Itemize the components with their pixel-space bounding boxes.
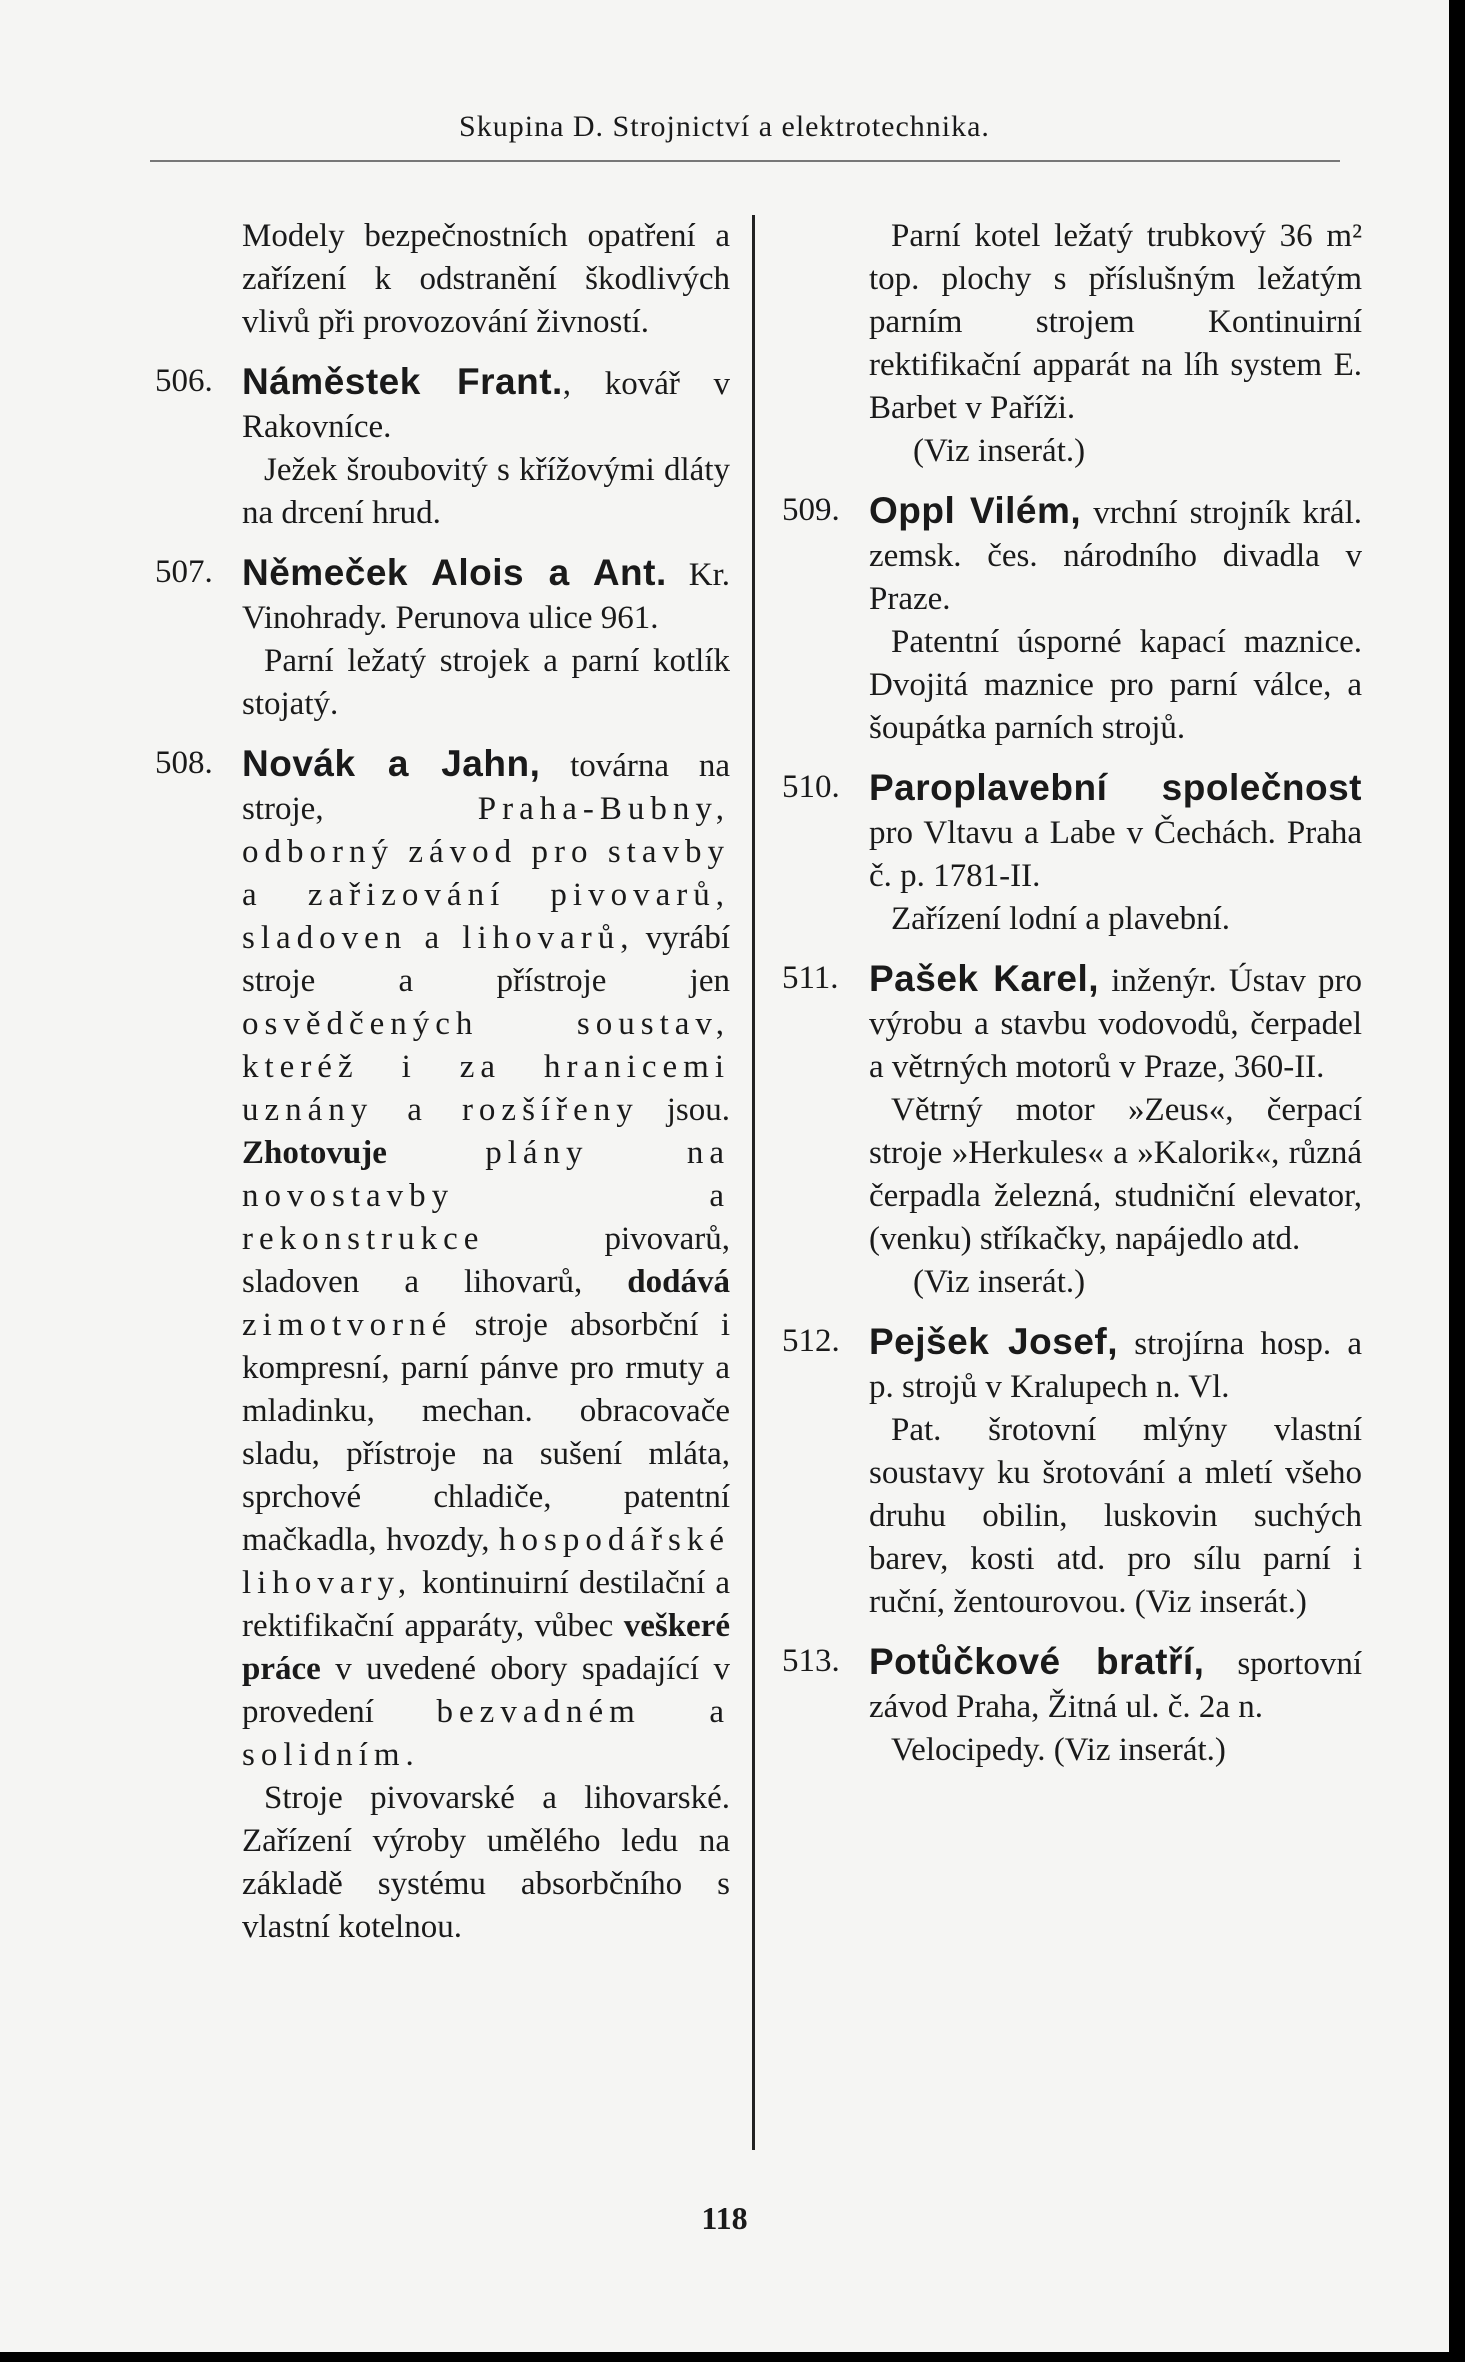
exhibitor-name: Potůčkové bratří, [869,1641,1205,1682]
entry-number: 506. [155,363,213,399]
entry-description: Větrný motor »Zeus«, čerpací stroje »Herkules« a »Kalorik«, různá čerpadla železná, studniční elevator, (venku) stříkačky, napájedlo atd. [869,1092,1362,1257]
entry-507 [155,551,730,726]
exhibitor-name: Němeček Alois a Ant. [242,552,667,593]
entry-description: Velocipedy. (Viz inserát.) [891,1732,1226,1768]
exhibitor-name: Náměstek Frant. [242,361,563,402]
exhibitor-details: strojírna hosp. a p. strojů v Kralupech n. Vl. [869,1326,1362,1405]
exhibitor-details: sportovní závod Praha, Žitná ul. č. 2a n. [869,1646,1362,1725]
column-divider [752,215,755,2150]
entry-508 [155,742,730,1949]
entry-511 [782,957,1362,1304]
entry-508-body: Novák a Jahn, továrna na stroje, Praha-Bubny, odborný závod pro stavby a zařizování pivovarů, sladoven a lihovarů, vyrábí stroje a přístroje jen osvědčených soustav, kteréž i za hranicemi uznány a rozšířeny jsou. Zhotovuje plány na novostavby a rekonstrukce pivovarů, sladoven a lihovarů, dodává zimotvorné stroje absorbční i kompresní, parní pánve pro rmuty a mladinku, mechan. obracovače sladu, přístroje na sušení mláta, sprchové chladiče, patentní mačkadla, hvozdy, hospodářské lihovary, kontinuirní destilační a rektifikační apparáty, vůbec veškeré práce v uvedené obory spadající v provedení bezvadném a solidním. [242,743,731,1773]
entry-number: 511. [782,960,839,996]
entry-number: 509. [782,492,840,528]
entry-number: 512. [782,1323,840,1359]
right-column [782,215,1362,1788]
entry-506 [155,360,730,535]
entry-513 [782,1640,1362,1772]
exhibitor-name: Oppl Vilém, [869,490,1082,531]
entry-description: Parní ležatý strojek a parní kotlík stojatý. [242,643,730,722]
entry-description: Parní kotel ležatý trubkový 36 m² top. plochy s příslušným ležatým parním strojem Kontinuirní rektifikační apparát na líh system E. Barbet v Paříži. [869,218,1362,426]
entry-number: 513. [782,1643,840,1679]
running-header: Skupina D. Strojnictví a elektrotechnika. [459,110,990,143]
entry-description: Zařízení lodní a plavební. [891,901,1231,937]
inserat-reference: (Viz inserát.) [913,433,1086,469]
entry-description: Patentní úsporné kapací maznice. Dvojitá maznice pro parní válce, a šoupátka parních strojů. [869,624,1362,746]
entry-description: Ježek šroubovitý s křížovými dláty na drcení hrud. [242,452,730,531]
exhibitor-details: , kovář v Rakovníce. [242,366,730,445]
exhibitor-details: inženýr. Ústav pro výrobu a stavbu vodovodů, čerpadel a větrných motorů v Praze, 360-II. [869,963,1363,1085]
entry-508-continuation [782,215,1362,473]
entry-number: 510. [782,769,840,805]
exhibitor-details: vrchní strojník král. zemsk. čes. národního divadla v Praze. [869,495,1362,617]
exhibitor-name: Paroplavební společnost [869,767,1362,808]
page-number: 118 [701,2200,748,2236]
header-rule [150,160,1340,162]
inserat-reference: (Viz inserát.) [913,1264,1086,1300]
exhibitor-name: Novák a Jahn, [242,743,541,784]
entry-description: Stroje pivovarské a lihovarské. Zařízení výroby umělého ledu na základě systému absorbčního s vlastní kotelnou. [242,1780,730,1945]
exhibitor-name: Pejšek Josef, [869,1321,1118,1362]
exhibitor-details: pro Vltavu a Labe v Čechách. Praha č. p. 1781-II. [869,815,1362,894]
left-column [155,215,730,1965]
entry-description: Modely bezpečnostních opatření a zařízení k odstranění škodlivých vlivů při provozování živností. [242,218,730,340]
entry-510 [782,766,1362,941]
entry-number: 507. [155,554,213,590]
exhibitor-details: Kr. Vinohrady. Perunova ulice 961. [242,557,730,636]
entry-512 [782,1320,1362,1624]
entry-number: 508. [155,745,213,781]
entry-509 [782,489,1362,750]
entry-505-continuation [155,215,730,344]
entry-description: Pat. šrotovní mlýny vlastní soustavy ku šrotování a mletí všeho druhu obilin, luskovin suchých barev, kosti atd. pro sílu parní i ruční, žentourovou. (Viz inserát.) [869,1412,1362,1620]
exhibitor-name: Pašek Karel, [869,958,1100,999]
